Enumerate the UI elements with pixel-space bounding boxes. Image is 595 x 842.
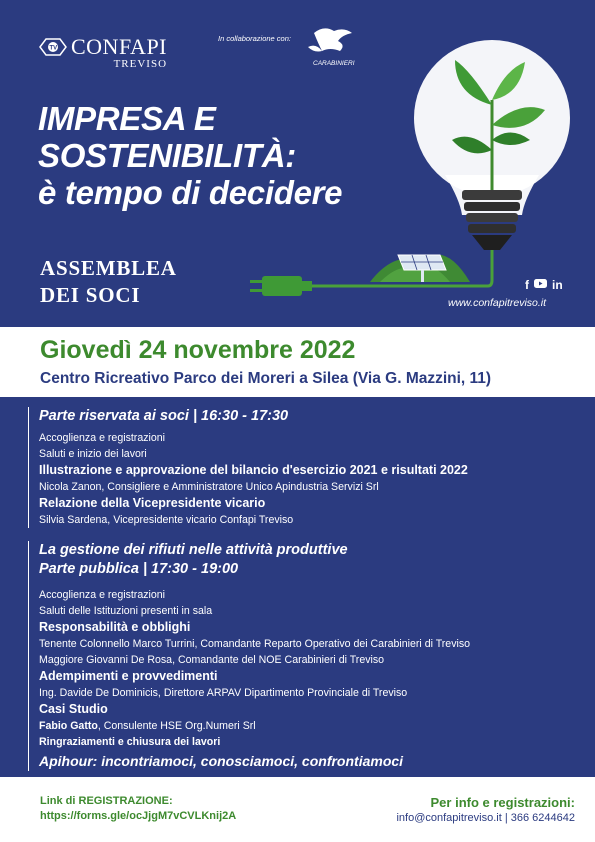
event-date: Giovedì 24 novembre 2022 [40, 336, 356, 364]
carabinieri-logo-text: CARABINIERI [313, 60, 355, 67]
headline-line: IMPRESA E [38, 100, 216, 137]
headline-line: SOSTENIBILITÀ: [38, 137, 296, 174]
program-panel [0, 397, 595, 777]
program-section-public [28, 541, 470, 771]
program-item: Tenente Colonnello Marco Turrini, Comandante Reparto Operativo dei Carabinieri di Treviso [39, 638, 471, 650]
header-banner [0, 0, 595, 327]
event-place: Centro Ricreativo Parco dei Moreri a Silea (Via G. Mazzini, 11) [40, 370, 492, 387]
speaker-name: Fabio Gatto [39, 720, 98, 732]
info-label: Per info e registrazioni: [430, 795, 575, 810]
social-links [525, 278, 563, 292]
program-item: Silvia Sardena, Vicepresidente vicario Confapi Treviso [39, 514, 294, 526]
program-item: Maggiore Giovanni De Rosa, Comandante del NOE Carabinieri di Treviso [39, 654, 385, 666]
program-item: Accoglienza e registrazioni [39, 432, 166, 444]
headline-line: è tempo di decidere [38, 174, 343, 211]
collaboration-label: In collaborazione con: [218, 34, 291, 43]
program-item: Accoglienza e registrazioni [39, 589, 166, 601]
section-subtitle: Parte pubblica | 17:30 - 19:00 [39, 561, 239, 577]
closing-slogan: Apihour: incontriamoci, conosciamoci, confrontiamoci [39, 753, 404, 769]
svg-text:TV: TV [49, 45, 58, 52]
program-item: Saluti e inizio dei lavori [39, 448, 147, 460]
carabinieri-logo [300, 25, 358, 71]
page-title [38, 100, 342, 211]
assembly-line: ASSEMBLEA [40, 256, 177, 280]
plug-icon [250, 276, 312, 296]
section-title: Parte riservata ai soci | 16:30 - 17:30 [39, 408, 289, 424]
program-item-heading: Illustrazione e approvazione del bilancio d'esercizio 2021 e risultati 2022 [39, 463, 468, 477]
logo-subtitle: TREVISO [113, 58, 168, 70]
info-contact [396, 812, 575, 824]
program-item: Saluti delle Istituzioni presenti in sala [39, 605, 213, 617]
website-link[interactable]: www.confapitreviso.it [448, 297, 547, 309]
linkedin-icon[interactable]: in [552, 278, 563, 292]
program-item: Nicola Zanon, Consigliere e Amministratore Unico Apindustria Servizi Srl [39, 481, 379, 493]
logo-name: CONFAPI [71, 34, 168, 59]
confapi-logo [38, 36, 167, 70]
speaker-role: , Consulente HSE Org.Numeri Srl [97, 720, 256, 732]
confapi-tv-emblem-icon [38, 36, 68, 58]
program-item [39, 718, 470, 734]
assembly-line: DEI SOCI [40, 283, 141, 307]
info-separator: | [501, 812, 511, 824]
program-section-members [28, 407, 468, 528]
bulb-base [462, 190, 522, 250]
program-item: Ing. Davide De Dominicis, Direttore ARPAV Dipartimento Provinciale di Treviso [39, 687, 408, 699]
registration-label: Link di REGISTRAZIONE: [40, 795, 173, 807]
program-item: Ringraziamenti e chiusura dei lavori [39, 736, 221, 748]
program-item-heading: Responsabilità e obblighi [39, 620, 191, 634]
program-item-heading: Relazione della Vicepresidente vicario [39, 496, 266, 510]
assembly-title [40, 255, 177, 309]
program-item-heading: Casi Studio [39, 702, 108, 716]
section-title: La gestione dei rifiuti nelle attività produttive [39, 542, 348, 558]
youtube-icon[interactable] [534, 278, 547, 292]
info-phone[interactable]: 366 6244642 [510, 812, 575, 824]
program-item-heading: Adempimenti e provvedimenti [39, 669, 218, 683]
registration-link[interactable]: https://forms.gle/ocJjgM7vCVLKnij2A [40, 810, 237, 822]
info-email[interactable]: info@confapitreviso.it [396, 812, 502, 824]
facebook-icon[interactable]: f [525, 278, 529, 292]
footer [0, 777, 595, 842]
